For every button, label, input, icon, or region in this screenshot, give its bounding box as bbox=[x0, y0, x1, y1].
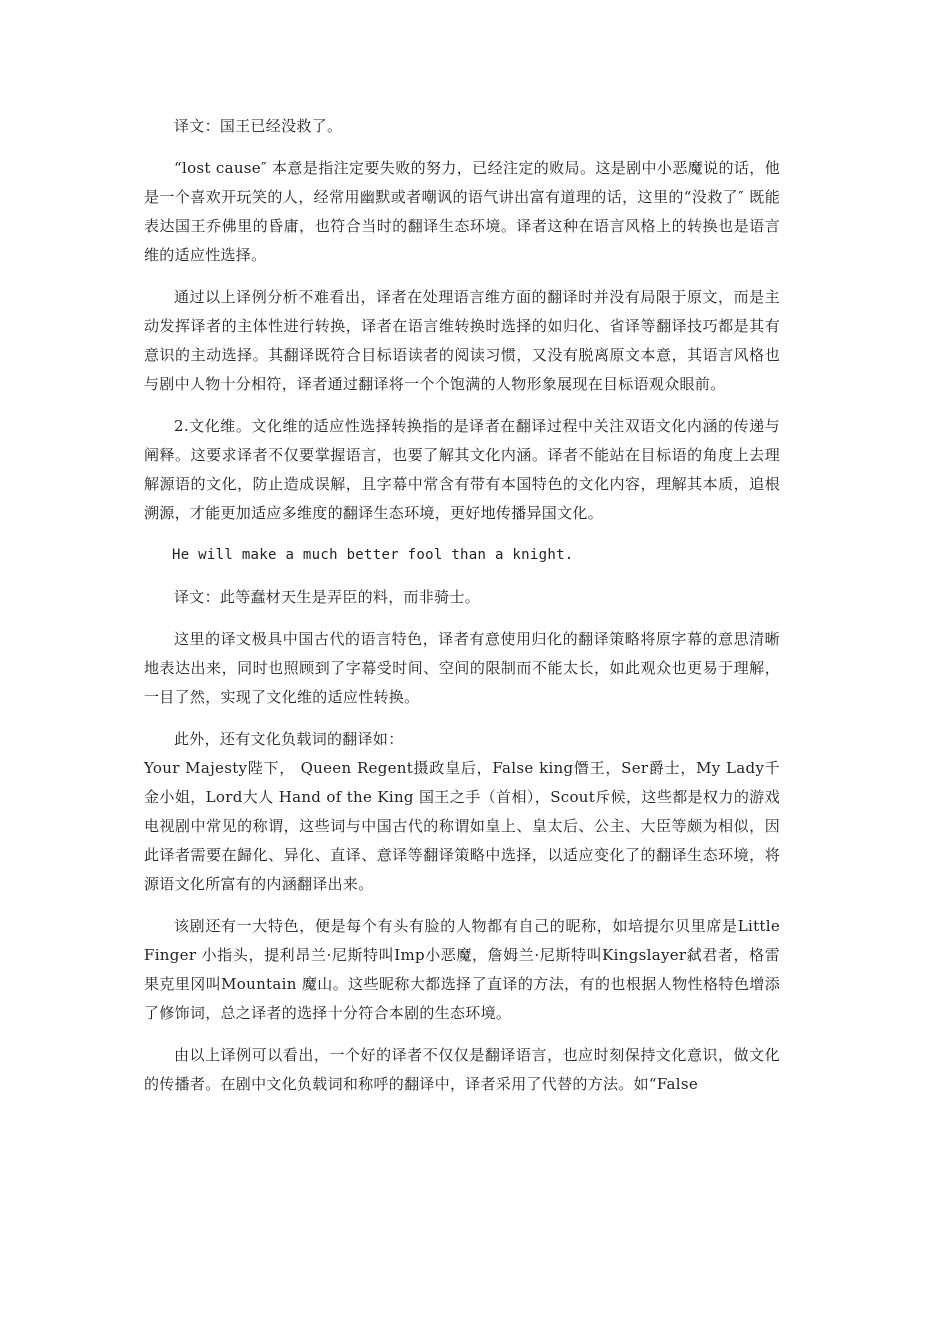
paragraph-example-source: He will make a much better fool than a knight. bbox=[172, 547, 574, 563]
paragraph-lost-cause-analysis: “lost cause″ 本意是指注定要失败的努力，已经注定的败局。这是剧中小恶魔说的话，他是一个喜欢开玩笑的人，经常用幽默或者嘲讽的语气讲出富有道理的话，这里的“没救了″ 既能表达国王乔佛里的昏庸，也符合当时的翻译生态环境。译者这种在语言风格上的转换也是语言维的适应性选择。 bbox=[144, 159, 780, 264]
paragraph-translation-2: 译文：此等蠢材天生是弄臣的料，而非骑士。 bbox=[174, 588, 481, 606]
paragraph-culture-loaded-intro: 此外，还有文化负载词的翻译如： bbox=[174, 730, 404, 748]
paragraph-culture-loaded-terms: Your Majesty陛下， Queen Regent摄政皇后，False king僭王，Ser爵士，My Lady千金小姐，Lord大人 Hand of the King 国王之手（首相），Scout斥候，这些都是权力的游戏电视剧中常见的称谓，这些词与中国古代的称谓如皇上、皇太后、公主、大臣等颇为相似，因此译者需要在歸化、异化、直译、意译等翻译策略中选择，以适应变化了的翻译生态环境，将源语文化所富有的内涵翻译出来。 bbox=[144, 759, 780, 893]
paragraph-language-dimension-summary: 通过以上译例分析不难看出，译者在处理语言维方面的翻译时并没有局限于原文，而是主动发挥译者的主体性进行转换，译者在语言维转换时选择的如归化、省译等翻译技巧都是其有意识的主动选择。其翻译既符合目标语读者的阅读习惯，又没有脱离原文本意，其语言风格也与剧中人物十分相符，译者通过翻译将一个个饱满的人物形象展现在目标语观众眼前。 bbox=[144, 288, 780, 393]
paragraph-translation-2-analysis: 这里的译文极具中国古代的语言特色，译者有意使用归化的翻译策略将原字幕的意思清晰地表达出来，同时也照顾到了字幕受时间、空间的限制而不能太长，如此观众也更易于理解，一目了然，实现了文化维的适应性转换。 bbox=[144, 630, 780, 706]
paragraph-translation-1: 译文：国王已经没救了。 bbox=[174, 117, 343, 135]
paragraph-conclusion: 由以上译例可以看出，一个好的译者不仅仅是翻译语言，也应时刻保持文化意识，做文化的传播者。在剧中文化负载词和称呼的翻译中，译者采用了代替的方法。如“False bbox=[144, 1046, 780, 1093]
paragraph-nicknames: 该剧还有一大特色，便是每个有头有脸的人物都有自己的昵称，如培提尔贝里席是Little Finger 小指头，提利昂兰·尼斯特叫Imp小恶魔，詹姆兰·尼斯特叫Kingslayer弑君者，格雷果克里冈叫Mountain 魔山。这些昵称大都选择了直译的方法，有的也根据人物性格特色增添了修饰词，总之译者的选择十分符合本剧的生态环境。 bbox=[144, 917, 780, 1022]
paragraph-cultural-dimension: 2.文化维。文化维的适应性选择转换指的是译者在翻译过程中关注双语文化内涵的传递与阐释。这要求译者不仅要掌握语言，也要了解其文化内涵。译者不能站在目标语的角度上去理解源语的文化，防止造成误解，且字幕中常含有带有本国特色的文化内容，理解其本质，追根溯源，才能更加适应多维度的翻译生态环境，更好地传播异国文化。 bbox=[144, 417, 780, 522]
